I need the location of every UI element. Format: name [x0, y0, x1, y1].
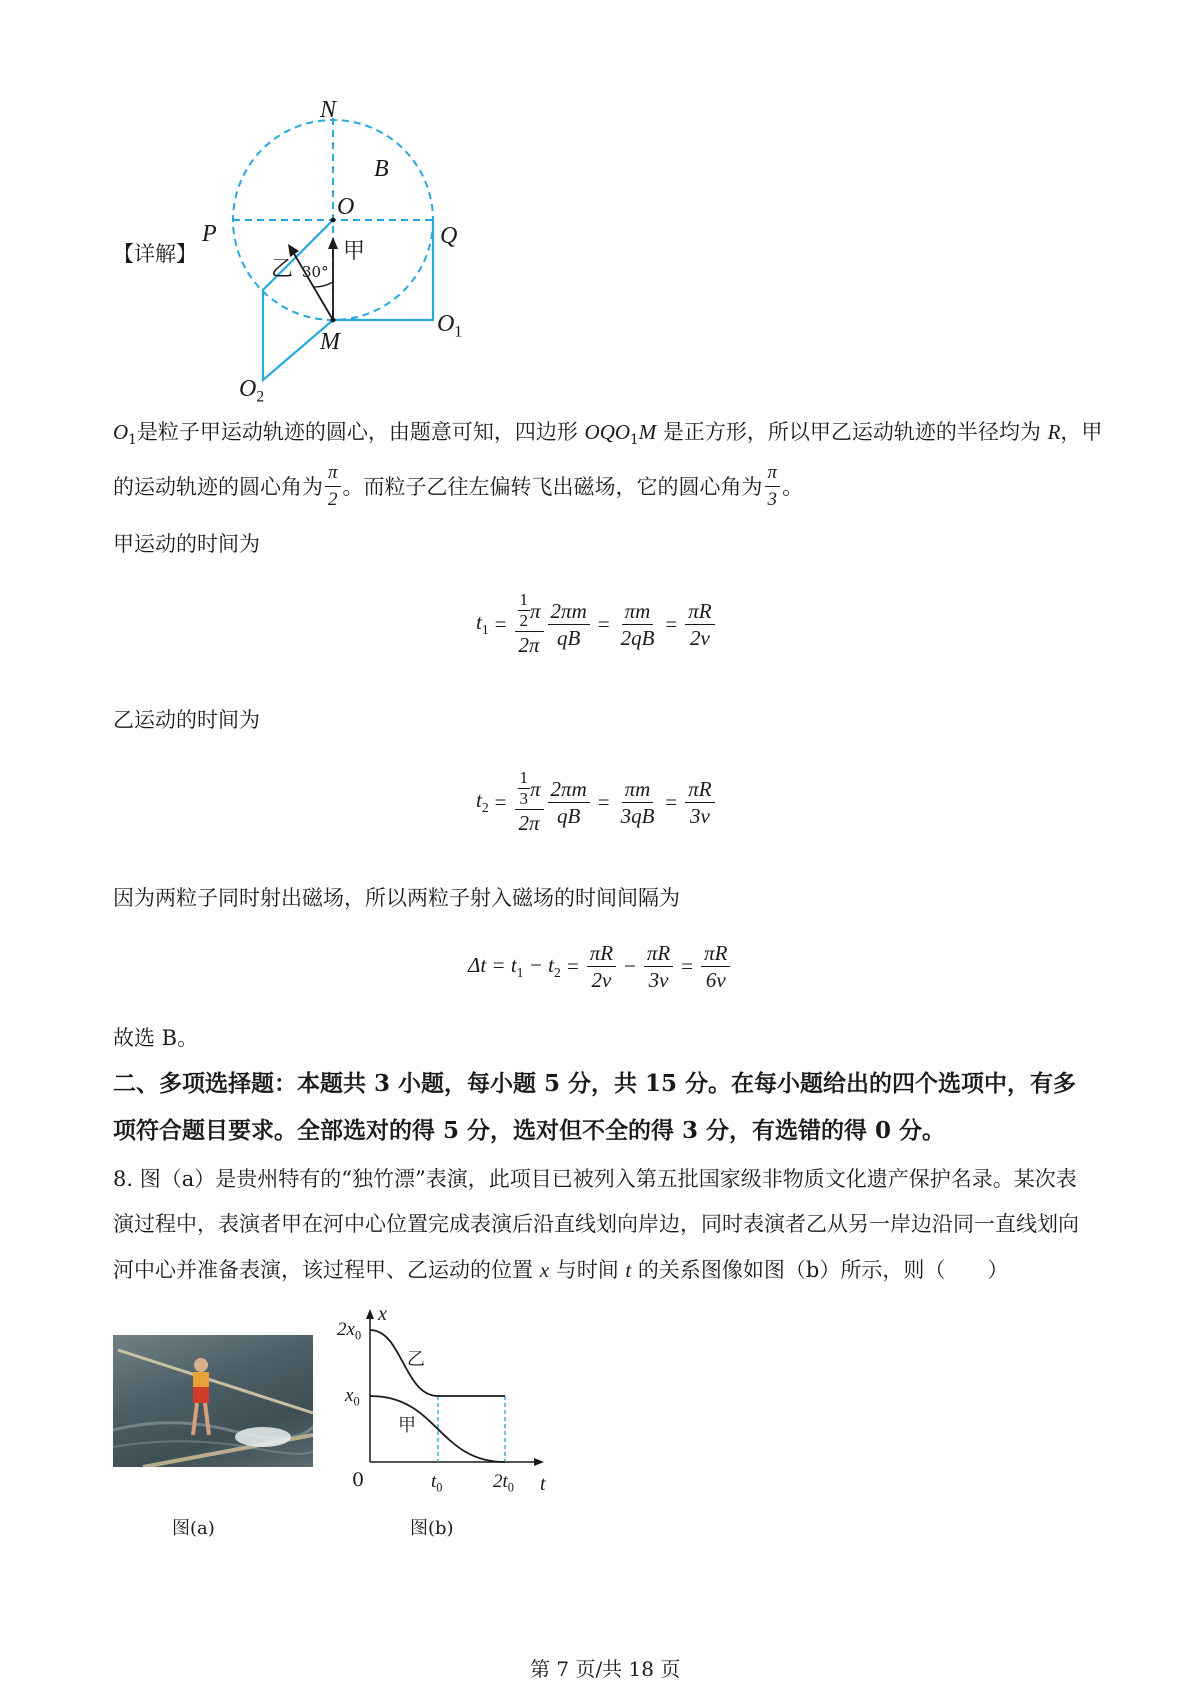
- equation-delta-t: $\Delta t = t_1 - t_2$ = $\frac{\pi R}{2v}$ − $\frac{\pi R}{3v}$ = $\frac{\pi R}{6v}$: [468, 940, 732, 993]
- question-8-line3: 河中心并准备表演，该过程甲、乙运动的位置 x 与时间 t 的关系图像如图（b）所示，则（ ）: [113, 1258, 1009, 1282]
- caption-a: 图(a): [172, 1518, 215, 1539]
- graph-origin: 0: [352, 1469, 365, 1491]
- x-axis-arrow: [366, 1309, 374, 1319]
- square-path-jia: [333, 220, 433, 320]
- arrow-jia-head: [328, 237, 338, 249]
- detail-tag: 【详解】: [113, 242, 197, 266]
- equation-t2: $t_2$ = 1 3 π 2π $\frac{2\pi m}{qB}$ = $\frac{\pi m}{3qB}$ = $\frac{\pi R}{3v}$: [476, 768, 717, 836]
- paragraph-2: 的运动轨迹的圆心角为 $\frac{\pi}{2}$ 。而粒子乙往左偏转飞出磁场，它的圆心角为 $\frac{\pi}{3}$ 。: [113, 462, 804, 510]
- section-heading-line1: 二、多项选择题：本题共 3 小题，每小题 5 分，共 15 分。在每小题给出的四个选项中，有多: [113, 1070, 1077, 1097]
- graph-x-axis-label: t: [540, 1473, 546, 1495]
- label-p: P: [202, 221, 217, 247]
- yi-time-label: 乙运动的时间为: [113, 708, 260, 732]
- label-n: N: [320, 97, 337, 123]
- graph-tick-2x0: $2x_0$: [337, 1319, 362, 1343]
- center-point: [331, 218, 336, 223]
- question-8-line2: 演过程中，表演者甲在河中心位置完成表演后沿直线划向岸边，同时表演者乙从另一岸边沿同一直线划向: [113, 1212, 1079, 1236]
- graph-tick-2t0: $2t_0$: [493, 1471, 514, 1495]
- page-footer: 第 7 页/共 18 页: [530, 1657, 681, 1681]
- graph-label-yi: 乙: [407, 1349, 425, 1370]
- label-q: Q: [440, 223, 458, 249]
- graph-tick-x0: $x_0$: [345, 1385, 360, 1409]
- section-heading-line2: 项符合题目要求。全部选对的得 5 分，选对但不全的得 3 分，有选错的得 0 分。: [113, 1117, 946, 1144]
- point-m: [331, 318, 336, 323]
- jia-time-label: 甲运动的时间为: [113, 532, 260, 556]
- label-o1: $O_1$: [437, 311, 463, 341]
- label-jia: 甲: [343, 239, 366, 264]
- photo-bamboo-rafting: [113, 1335, 313, 1467]
- curve-yi: [370, 1330, 505, 1396]
- graph-label-jia: 甲: [398, 1415, 416, 1436]
- graph-y-axis-label: x: [378, 1303, 387, 1325]
- answer-line: 故选 B。: [113, 1026, 199, 1050]
- label-yi: 乙: [271, 257, 294, 282]
- label-m: M: [320, 329, 340, 355]
- label-angle: 30°: [302, 263, 329, 281]
- graph-tick-t0: $t_0$: [431, 1471, 443, 1495]
- label-b: B: [374, 156, 389, 182]
- photo-illustration: [113, 1335, 313, 1467]
- equation-t1: $t_1$ = 1 2 π 2π $\frac{2\pi m}{qB}$ = $\frac{\pi m}{2qB}$ = $\frac{\pi R}{2v}$: [476, 590, 717, 658]
- paragraph-1: $O_1$是粒子甲运动轨迹的圆心，由题意可知，四边形 $OQO_1M$ 是正方形，所以甲乙运动轨迹的半径均为 R，甲: [113, 420, 1103, 448]
- question-8-line1: 8. 图（a）是贵州特有的“独竹漂”表演，此项目已被列入第五批国家级非物质文化遗产保护名录。某次表: [113, 1167, 1077, 1191]
- label-o: O: [337, 194, 355, 220]
- position-time-graph: [340, 1305, 550, 1480]
- t-axis-arrow: [534, 1458, 544, 1466]
- caption-b: 图(b): [410, 1518, 454, 1539]
- interval-label: 因为两粒子同时射出磁场，所以两粒子射入磁场的时间间隔为: [113, 886, 680, 910]
- label-o2: $O_2$: [239, 376, 265, 406]
